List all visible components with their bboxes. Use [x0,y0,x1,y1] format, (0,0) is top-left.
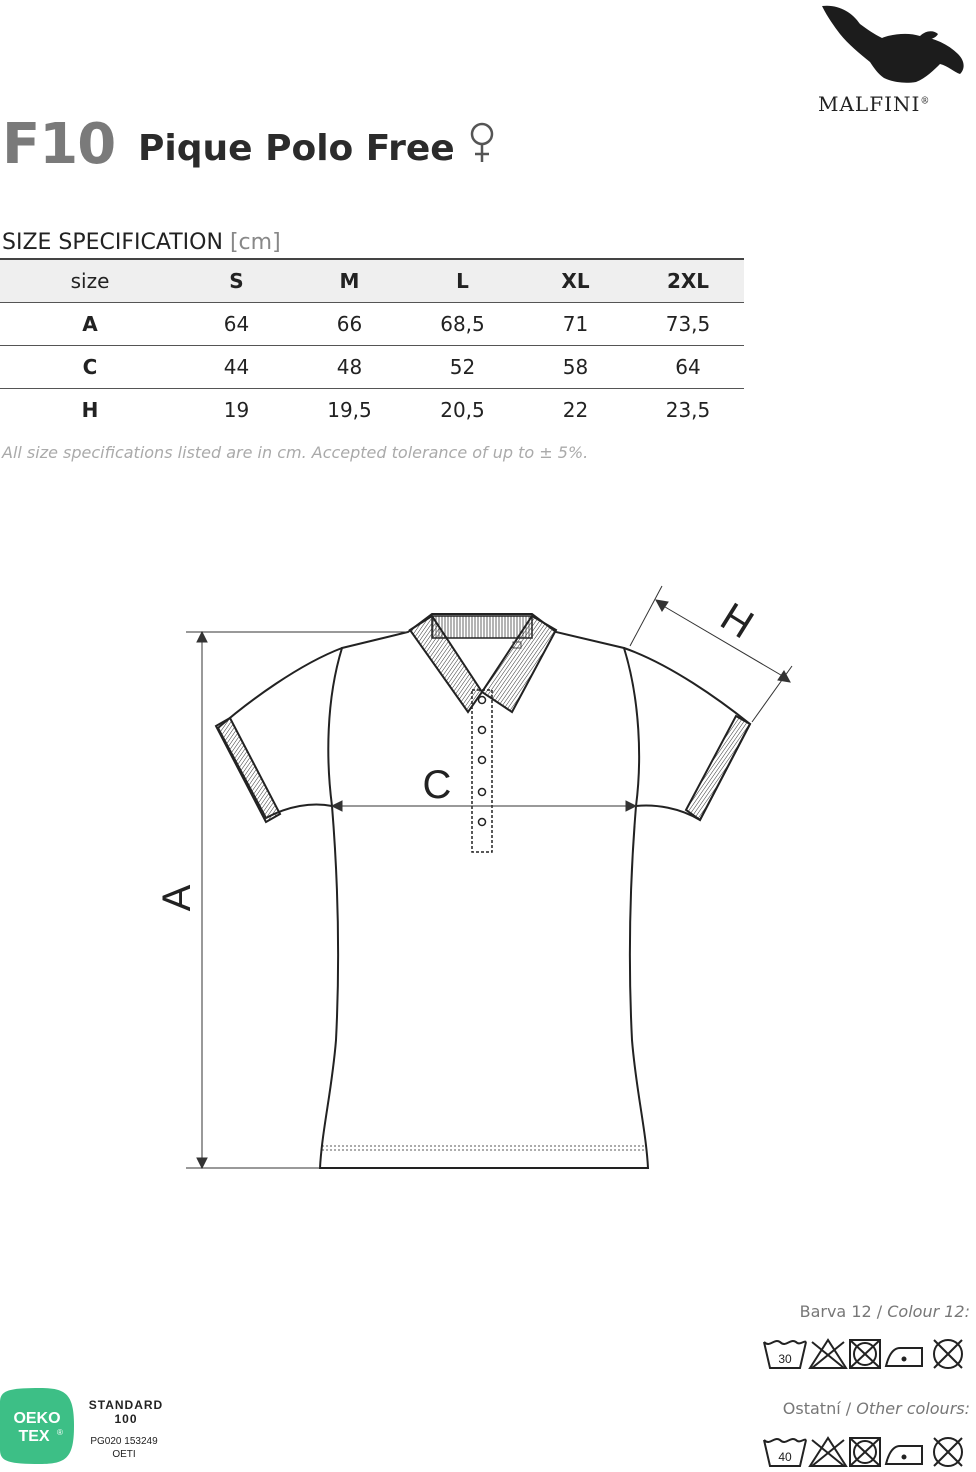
no-dry-clean-icon [934,1340,962,1368]
header-m: M [339,269,360,293]
female-symbol-icon [468,122,496,170]
colour12-cz: Barva 12 / [799,1302,883,1321]
no-dry-clean-icon [934,1438,962,1466]
oeko-cert: PG020 153249 [90,1436,158,1447]
table-row [0,303,744,346]
colour12-label [800,1302,970,1321]
label-h: H [712,594,761,648]
table-cell: 66 [336,312,363,336]
left-cuff [216,718,280,822]
care-symbols-other [762,1434,972,1470]
table-cell: 19,5 [327,398,372,422]
other-en: Other colours: [856,1399,970,1418]
table-cell: 52 [449,355,476,379]
registered-mark: ® [920,96,931,107]
row-label: A [82,312,98,336]
other-colours-label [783,1399,970,1418]
oeko-institute: OETI [112,1449,136,1460]
header-size: size [70,269,110,293]
label-c: C [422,763,452,807]
spec-unit: [cm] [229,230,281,255]
brand-logo [808,0,976,120]
table-cell: 23,5 [665,398,711,422]
table-cell: 44 [223,355,250,379]
row-label: C [82,355,98,379]
oeko-line2: TEX [18,1428,50,1445]
oeko-standard: STANDARD [88,1398,164,1412]
product-name: Pique Polo Free [138,128,455,169]
wash-temp-colour12: 30 [778,1352,792,1366]
table-cell: 20,5 [440,398,485,422]
brand-name: MALFINI [818,92,921,116]
table-header-row [0,259,744,303]
dimension-a [186,632,408,1168]
size-table [0,258,744,431]
no-bleach-icon [810,1438,846,1466]
wash-temp-other: 40 [778,1450,792,1464]
right-cuff [686,716,750,820]
eagle-logo-icon [808,0,976,92]
table-row [0,389,744,432]
header-xl: XL [561,269,590,293]
placket [472,690,492,852]
iron-low-icon [886,1446,922,1464]
no-tumble-dry-icon [850,1438,880,1466]
product-code: F10 [2,112,116,177]
table-row [0,346,744,389]
table-cell: 58 [562,355,589,379]
tolerance-note: All size specifications listed are in cm. Accepted tolerance of up to ± 5%. [2,443,589,462]
oeko-reg: ® [57,1428,63,1437]
table-cell: 68,5 [440,312,485,336]
label-a: A [155,884,199,912]
collar-band [432,616,532,638]
header-l: L [456,269,469,293]
no-tumble-dry-icon [850,1340,880,1368]
care-symbols-colour12 [762,1336,972,1372]
table-cell: 64 [675,355,701,379]
polo-diagram [0,560,976,1200]
spec-title [2,230,281,255]
oeko-line1: OEKO [13,1410,61,1427]
table-cell: 73,5 [665,312,711,336]
table-cell: 64 [223,312,250,336]
header-2xl: 2XL [666,269,710,293]
table-cell: 19 [223,398,250,422]
no-bleach-icon [810,1340,846,1368]
table-cell: 48 [336,355,363,379]
spec-title-text: SIZE SPECIFICATION [2,230,223,255]
dimension-c [332,801,636,811]
colour12-en: Colour 12: [887,1302,970,1321]
dimension-h [630,586,792,722]
oeko-tex-badge [0,1388,180,1468]
row-label: H [81,398,99,422]
iron-low-icon [886,1348,922,1366]
table-cell: 71 [562,312,589,336]
table-cell: 22 [562,398,589,422]
oeko-number: 100 [114,1412,138,1426]
header-s: S [229,269,244,293]
other-cz: Ostatní / [782,1399,852,1418]
